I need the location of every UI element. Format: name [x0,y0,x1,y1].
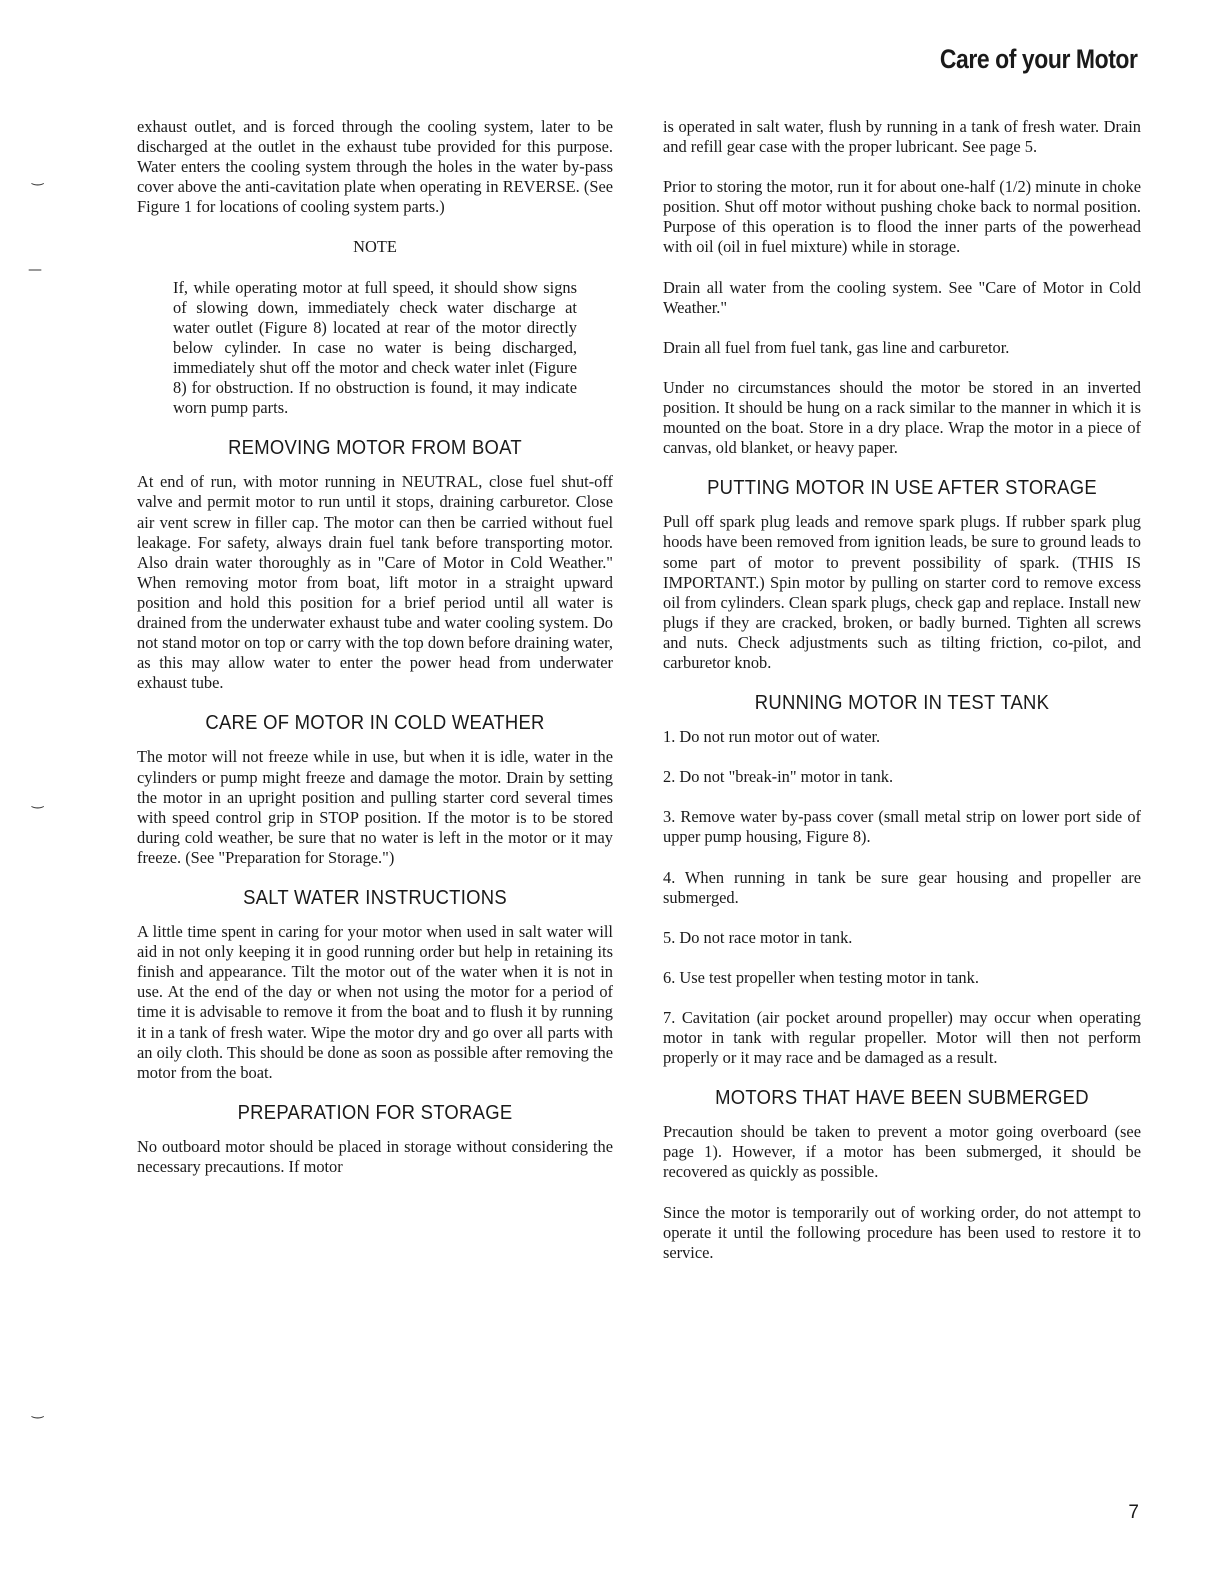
list-item: 6. Use test propeller when testing motor in tank. [663,967,979,987]
scan-mark: — [28,262,42,278]
intro-paragraph: exhaust outlet, and is forced through the cooling system, later to be discharged at the outlet in the exhaust tube provided for this purpose. Water enters the cooling system through the holes in the water by-pass cover above the anti-cavitation plate when operating in REVERSE. (See Figure 1 for locations of cooling system parts.) [137,117,613,217]
section-heading-submerged: MOTORS THAT HAVE BEEN SUBMERGED [715,1086,1089,1110]
scan-mark: ‿ [32,170,44,186]
section-body-submerged: Precaution should be taken to prevent a motor going overboard (see page 1). However, if a motor has been submerged, it should be recovered as quickly as possible. [663,1122,1141,1182]
note-title: NOTE [353,237,397,257]
right-column [663,117,1141,1283]
section-heading-removing-motor: REMOVING MOTOR FROM BOAT [228,436,522,460]
storage-paragraph: Under no circumstances should the motor be stored in an inverted position. It should be hung on a rack similar to the manner in which it is mounted on the boat. Store in a dry place. Wrap the motor in a piece of canvas, old blanket, or heavy paper. [663,377,1141,458]
left-column [137,117,613,1197]
list-item: 1. Do not run motor out of water. [663,727,881,747]
section-body-after-storage: Pull off spark plug leads and remove spark plugs. If rubber spark plug hoods have been removed from ignition leads, be sure to ground leads to some part of motor to prevent possibility of spark. (THIS IS IMPORTANT.) Spin motor by pulling on starter cord to remove excess oil from cylinders. Clean spark plugs, check gap and replace. Install new plugs if they are cracked, broken, or badly burned. Tighten all screws and nuts. Check adjustments such as tilting friction, co-pilot, and carburetor knob. [663,512,1141,672]
storage-paragraph: Drain all water from the cooling system. See "Care of Motor in Cold Weather." [663,277,1141,317]
section-heading-storage: PREPARATION FOR STORAGE [237,1100,513,1124]
scan-mark: ‿ [32,1403,44,1419]
section-heading-salt-water: SALT WATER INSTRUCTIONS [243,886,507,909]
section-body-storage: No outboard motor should be placed in storage without considering the necessary precautions. If motor [137,1136,613,1177]
list-item: 3. Remove water by-pass cover (small metal strip on lower port side of upper pump housing, Figure 8). [663,807,1141,847]
section-heading-after-storage: PUTTING MOTOR IN USE AFTER STORAGE [707,476,1097,500]
storage-paragraph: Drain all fuel from fuel tank, gas line and carburetor. [663,337,1010,357]
list-item: 2. Do not "break-in" motor in tank. [663,767,894,787]
section-body-salt-water: A little time spent in caring for your motor when used in salt water will aid in not only keeping it in good running order but help in retaining its finish and appearance. Tilt the motor out of the water when it is not in use. At the end of the day or when not using the motor for a period of time it is advisable to remove it from the boat and to flush it by running it in a tank of fresh water. Wipe the motor dry and go over all parts with an oily cloth. This should be done as soon as possible after removing the motor from the boat. [137,922,613,1082]
note-body: If, while operating motor at full speed, it should show signs of slowing down, immediately check water discharge at water outlet (Figure 8) located at rear of the motor directly below cylinder. In case no water is being discharged, immediately shut off the motor and check water inlet (Figure 8) for obstruction. If no obstruction is found, it may indicate worn pump parts. [173,277,577,418]
section-body-cold-weather: The motor will not freeze while in use, but when it is idle, water in the cylinders or pump might freeze and damage the motor. Drain by setting the motor in an upright position and pulling starter cord several times with speed control grip in STOP position. If the motor is to be stored during cold weather, be sure that no water is left in the motor or it may freeze. (See "Preparation for Storage.") [137,747,613,867]
section-heading-test-tank: RUNNING MOTOR IN TEST TANK [754,691,1050,715]
page-header-title: Care of your Motor [940,44,1138,74]
section-body-removing-motor: At end of run, with motor running in NEUTRAL, close fuel shut-off valve and permit motor to run until it stops, draining carburetor. Close air vent screw in filler cap. The motor can then be carried without fuel leakage. For safety, always drain fuel tank before transporting motor. Also drain water thoroughly as in "Care of Motor in Cold Weather." When removing motor from boat, lift motor in a straight upward position and hold this position for a brief period until all water is drained from the underwater exhaust tube and water cooling system. Do not stand motor on top or carry with the top down before draining water, as this may allow water to enter the power head from underwater exhaust tube. [137,472,613,693]
list-item: 5. Do not race motor in tank. [663,927,853,947]
storage-paragraph: Prior to storing the motor, run it for about one-half (1/2) minute in choke position. Shut off motor without pushing choke back to normal position. Purpose of this operation is to flood the inner parts of the powerhead with oil (oil in fuel mixture) while in storage. [663,177,1141,257]
list-item: 7. Cavitation (air pocket around propeller) may occur when operating motor in tank with regular propeller. Motor will then not perform properly or it may race and be damaged as a result. [663,1007,1141,1068]
section-body-submerged: Since the motor is temporarily out of working order, do not attempt to operate it until the following procedure has been used to restore it to service. [663,1202,1141,1262]
storage-paragraph: is operated in salt water, flush by running in a tank of fresh water. Drain and refill gear case with the proper lubricant. See page 5. [663,117,1141,157]
page-number: 7 [1128,1502,1139,1523]
scan-mark: ‿ [32,793,44,809]
list-item: 4. When running in tank be sure gear housing and propeller are submerged. [663,867,1141,907]
section-heading-cold-weather: CARE OF MOTOR IN COLD WEATHER [205,711,545,735]
